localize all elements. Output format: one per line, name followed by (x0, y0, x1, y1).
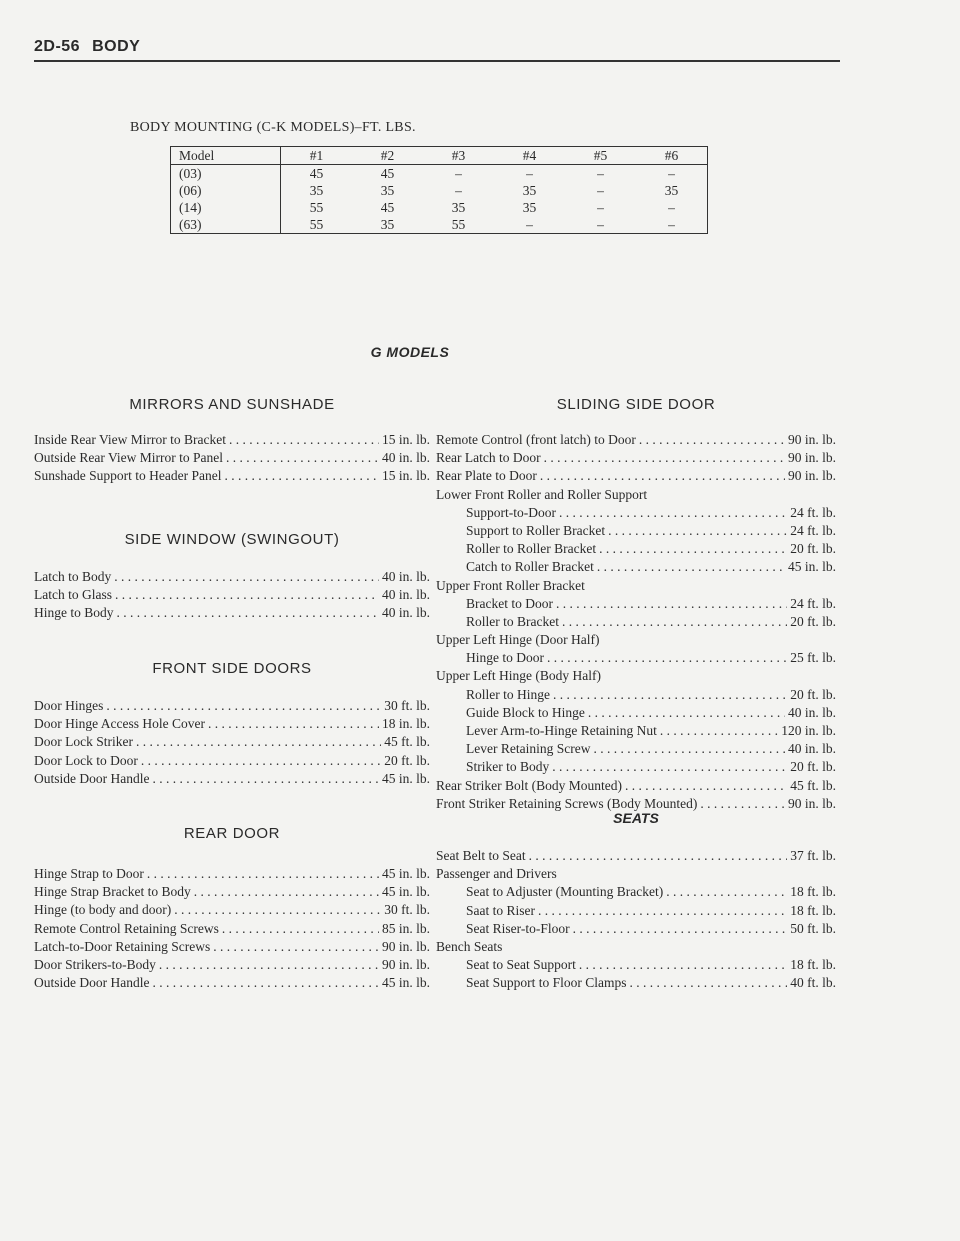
item-value: 40 in. lb. (787, 741, 836, 757)
list-item (436, 883, 836, 901)
list-item (436, 558, 836, 576)
item-label: Upper Left Hinge (Body Half) (436, 668, 601, 684)
list-item (34, 467, 430, 485)
item-label: Door Lock to Door (34, 752, 138, 768)
list-item (34, 938, 430, 956)
item-label: Hinge Strap to Door (34, 866, 144, 881)
item-label: Door Strikers-to-Body (34, 956, 156, 972)
list-item (436, 467, 836, 485)
table-cell: 45 (309, 166, 324, 181)
item-label: Catch to Roller Bracket (466, 559, 594, 575)
leader-dots (625, 777, 787, 795)
list-subheading (436, 865, 836, 883)
list-item (436, 777, 836, 795)
item-label: Saat to Riser (466, 902, 535, 918)
leader-dots (222, 920, 379, 938)
leader-dots (141, 752, 381, 770)
item-value: 20 ft. lb. (790, 613, 836, 629)
item-value: 18 in. lb. (381, 716, 430, 732)
list-item (34, 865, 430, 883)
item-value: 50 ft. lb. (790, 920, 836, 936)
table-cell: – (597, 200, 604, 215)
leader-dots (174, 901, 381, 919)
leader-dots (159, 956, 379, 974)
item-value: 24 ft. lb. (790, 522, 836, 538)
list-item (436, 504, 836, 522)
item-value: 45 in. lb. (381, 884, 430, 900)
section-name: BODY (92, 38, 141, 55)
side-window-list (34, 568, 430, 623)
column-header: #3 (423, 147, 494, 165)
item-value: 45 ft. lb. (384, 734, 430, 750)
item-value: 20 ft. lb. (384, 752, 430, 768)
list-item (34, 568, 430, 586)
table-cell: (03) (171, 165, 281, 183)
leader-dots (579, 956, 787, 974)
list-item (34, 752, 430, 770)
item-value: 25 ft. lb. (790, 650, 836, 666)
table-cell: 35 (522, 200, 537, 215)
item-value: 45 in. lb. (787, 559, 836, 575)
item-label: Front Striker Retaining Screws (Body Mounted) (436, 795, 698, 811)
leader-dots (660, 722, 778, 740)
item-label: Door Hinge Access Hole Cover (34, 716, 205, 732)
item-label: Bench Seats (436, 938, 503, 954)
column-header: #6 (636, 147, 708, 165)
item-value: 90 in. lb. (381, 956, 430, 972)
list-item (436, 649, 836, 667)
table-cell: – (597, 217, 604, 232)
leader-dots (213, 938, 379, 956)
item-label: Door Lock Striker (34, 734, 133, 750)
table-row (171, 182, 708, 199)
item-label: Roller to Bracket (466, 613, 559, 629)
item-label: Latch-to-Door Retaining Screws (34, 938, 211, 954)
item-value: 40 in. lb. (381, 605, 430, 621)
leader-dots (538, 902, 787, 920)
item-value: 120 in. lb. (781, 723, 836, 738)
item-label: Hinge to Body (34, 605, 114, 621)
leader-dots (593, 740, 785, 758)
seats-list (436, 847, 836, 993)
leader-dots (556, 595, 787, 613)
column-header: #4 (494, 147, 565, 165)
table-cell: – (455, 166, 462, 181)
sliding-door-list (436, 431, 836, 813)
item-label: Seat Support to Floor Clamps (466, 975, 627, 991)
item-value: 90 in. lb. (787, 468, 836, 484)
item-label: Lever Retaining Screw (466, 741, 591, 757)
item-value: 24 ft. lb. (790, 504, 836, 520)
list-item (34, 956, 430, 974)
table-cell: – (455, 183, 462, 198)
item-value: 40 in. lb. (381, 450, 430, 466)
table-cell: (63) (171, 216, 281, 234)
sliding-door-section-title: SLIDING SIDE DOOR (556, 396, 716, 413)
page-header (34, 38, 840, 62)
table-cell: 35 (380, 183, 395, 198)
leader-dots (547, 649, 787, 667)
item-value: 37 ft. lb. (790, 848, 836, 863)
item-value: 45 in. lb. (381, 975, 430, 991)
list-item (34, 883, 430, 901)
table-cell: 55 (309, 200, 324, 215)
list-item (34, 604, 430, 622)
front-doors-list (34, 697, 430, 788)
leader-dots (588, 704, 785, 722)
item-value: 40 in. lb. (787, 704, 836, 720)
table-cell: 45 (380, 200, 395, 215)
item-label: Upper Front Roller Bracket (436, 577, 585, 593)
page-code: 2D-56 (34, 38, 81, 55)
leader-dots (630, 974, 788, 992)
list-item (436, 974, 836, 992)
item-label: Latch to Body (34, 569, 112, 584)
leader-dots (559, 504, 787, 522)
table-cell: – (597, 183, 604, 198)
leader-dots (597, 558, 785, 576)
seats-section-title: SEATS (613, 810, 659, 826)
item-label: Lower Front Roller and Roller Support (436, 486, 648, 502)
item-label: Support-to-Door (466, 504, 556, 520)
table-row (171, 199, 708, 216)
item-label: Bracket to Door (466, 595, 553, 611)
leader-dots (117, 604, 379, 622)
item-label: Seat Riser-to-Floor (466, 920, 570, 936)
item-label: Passenger and Drivers (436, 866, 557, 882)
leader-dots (114, 568, 379, 586)
item-value: 45 in. lb. (381, 866, 430, 881)
list-item (34, 449, 430, 467)
item-label: Rear Plate to Door (436, 468, 537, 484)
item-value: 18 ft. lb. (790, 884, 836, 900)
item-label: Rear Latch to Door (436, 450, 541, 466)
item-label: Support to Roller Bracket (466, 522, 606, 538)
list-subheading (436, 667, 836, 685)
leader-dots (224, 467, 379, 485)
leader-dots (106, 697, 381, 715)
item-label: Sunshade Support to Header Panel (34, 468, 222, 484)
item-label: Remote Control Retaining Screws (34, 920, 219, 936)
leader-dots (666, 883, 787, 901)
item-value: 15 in. lb. (381, 432, 430, 447)
table-cell: – (668, 166, 675, 181)
item-value: 40 ft. lb. (790, 975, 836, 991)
item-value: 40 in. lb. (381, 587, 430, 603)
leader-dots (229, 431, 379, 449)
table-cell: 45 (380, 166, 395, 181)
list-item (436, 758, 836, 776)
leader-dots (147, 865, 379, 883)
item-label: Latch to Glass (34, 587, 112, 603)
item-label: Seat to Seat Support (466, 957, 576, 973)
item-label: Outside Door Handle (34, 975, 150, 991)
item-label: Hinge Strap Bracket to Body (34, 884, 191, 900)
item-label: Hinge to Door (466, 650, 544, 666)
item-label: Roller to Hinge (466, 686, 550, 702)
list-item (34, 715, 430, 733)
list-item (34, 586, 430, 604)
leader-dots (540, 467, 785, 485)
table-cell: – (668, 217, 675, 232)
list-item (34, 733, 430, 751)
leader-dots (562, 613, 787, 631)
item-label: Seat to Adjuster (Mounting Bracket) (466, 884, 664, 900)
list-item (436, 449, 836, 467)
item-label: Rear Striker Bolt (Body Mounted) (436, 777, 622, 793)
item-value: 20 ft. lb. (790, 759, 836, 775)
column-header: #1 (281, 147, 353, 165)
column-header: Model (171, 147, 281, 165)
leader-dots (194, 883, 379, 901)
mounting-caption: BODY MOUNTING (C-K MODELS)–FT. LBS. (130, 120, 416, 135)
list-item (436, 902, 836, 920)
item-value: 15 in. lb. (381, 468, 430, 484)
mounting-table (170, 146, 708, 234)
rear-door-list (34, 865, 430, 992)
list-item (436, 540, 836, 558)
item-value: 18 ft. lb. (790, 957, 836, 973)
item-label: Lever Arm-to-Hinge Retaining Nut (466, 723, 657, 738)
table-cell: – (597, 166, 604, 181)
leader-dots (226, 449, 379, 467)
leader-dots (599, 540, 787, 558)
leader-dots (639, 431, 785, 449)
item-value: 45 ft. lb. (790, 777, 836, 793)
list-item (436, 613, 836, 631)
item-value: 20 ft. lb. (790, 541, 836, 557)
table-cell: (14) (171, 199, 281, 216)
item-label: Outside Door Handle (34, 770, 150, 786)
front-doors-section-title: FRONT SIDE DOORS (152, 660, 312, 677)
leader-dots (136, 733, 381, 751)
table-cell: – (526, 217, 533, 232)
list-item (436, 956, 836, 974)
item-value: 90 in. lb. (787, 450, 836, 466)
list-item (436, 522, 836, 540)
leader-dots (608, 522, 787, 540)
list-item (436, 920, 836, 938)
list-item (34, 901, 430, 919)
mounting-header-row (171, 147, 708, 165)
leader-dots (553, 686, 787, 704)
item-label: Roller to Roller Bracket (466, 541, 597, 557)
list-item (436, 740, 836, 758)
item-value: 90 in. lb. (381, 938, 430, 954)
item-value: 45 in. lb. (381, 770, 430, 786)
item-label: Outside Rear View Mirror to Panel (34, 450, 224, 466)
table-cell: 55 (451, 217, 466, 232)
list-item (436, 847, 836, 865)
list-item (34, 697, 430, 715)
list-subheading (436, 631, 836, 649)
mirrors-list (34, 431, 430, 486)
list-item (436, 722, 836, 740)
leader-dots (208, 715, 379, 733)
list-item (436, 431, 836, 449)
table-cell: – (668, 200, 675, 215)
table-cell: 35 (309, 183, 324, 198)
table-cell: 35 (522, 183, 537, 198)
list-subheading (436, 577, 836, 595)
list-item (436, 686, 836, 704)
item-label: Inside Rear View Mirror to Bracket (34, 432, 227, 447)
item-label: Door Hinges (34, 698, 104, 713)
leader-dots (529, 847, 788, 865)
table-cell: 55 (309, 217, 324, 232)
list-subheading (436, 486, 836, 504)
item-value: 30 ft. lb. (384, 698, 430, 713)
table-row (171, 216, 708, 234)
leader-dots (544, 449, 785, 467)
item-label: Hinge (to body and door) (34, 902, 172, 918)
item-value: 90 in. lb. (787, 432, 836, 447)
list-item (436, 595, 836, 613)
leader-dots (152, 770, 379, 788)
column-header: #5 (565, 147, 636, 165)
item-value: 90 in. lb. (787, 795, 836, 811)
item-value: 30 ft. lb. (384, 902, 430, 918)
column-header: #2 (352, 147, 423, 165)
item-label: Seat Belt to Seat (436, 848, 526, 863)
item-value: 20 ft. lb. (790, 686, 836, 702)
leader-dots (115, 586, 379, 604)
item-label: Remote Control (front latch) to Door (436, 432, 636, 447)
item-value: 40 in. lb. (381, 569, 430, 584)
leader-dots (573, 920, 788, 938)
leader-dots (152, 974, 379, 992)
mirrors-section-title: MIRRORS AND SUNSHADE (129, 396, 335, 413)
table-cell: – (526, 166, 533, 181)
rear-door-section-title: REAR DOOR (183, 825, 281, 842)
item-label: Guide Block to Hinge (466, 704, 585, 720)
list-subheading (436, 938, 836, 956)
list-item (34, 974, 430, 992)
table-cell: 35 (664, 183, 679, 198)
list-item (436, 704, 836, 722)
table-row (171, 165, 708, 183)
side-window-section-title: SIDE WINDOW (SWINGOUT) (124, 531, 340, 548)
table-cell: 35 (451, 200, 466, 215)
leader-dots (552, 758, 787, 776)
item-label: Upper Left Hinge (Door Half) (436, 632, 600, 648)
item-label: Striker to Body (466, 759, 550, 775)
item-value: 18 ft. lb. (790, 902, 836, 918)
list-item (34, 431, 430, 449)
g-models-title: G MODELS (370, 344, 450, 360)
list-item (34, 920, 430, 938)
table-cell: (06) (171, 182, 281, 199)
list-item (34, 770, 430, 788)
item-value: 24 ft. lb. (790, 595, 836, 611)
item-value: 85 in. lb. (381, 920, 430, 936)
table-cell: 35 (380, 217, 395, 232)
